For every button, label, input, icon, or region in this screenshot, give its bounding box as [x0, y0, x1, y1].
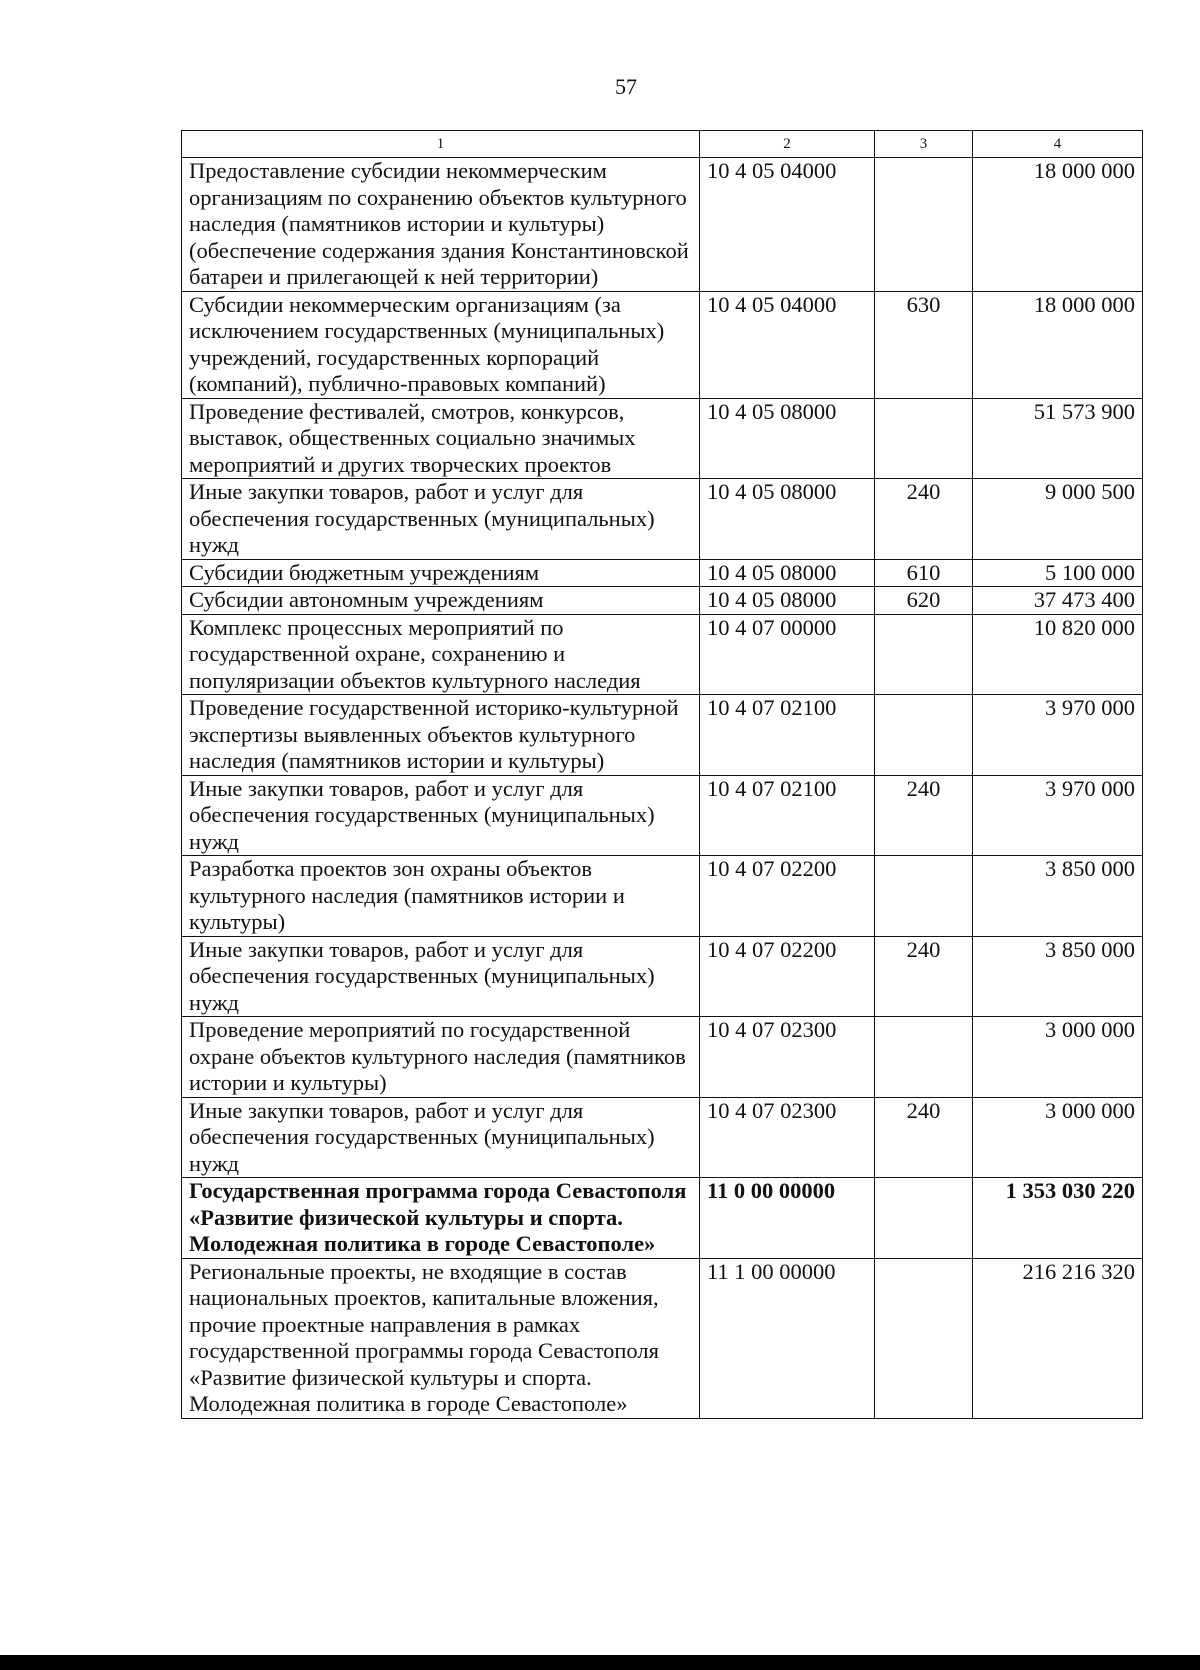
row-sum: 1 353 030 220: [973, 1178, 1143, 1259]
row-sum: 18 000 000: [973, 291, 1143, 398]
row-code: 10 4 05 08000: [700, 479, 875, 560]
row-expense-type: [875, 1017, 973, 1098]
row-name: Комплекс процессных мероприятий по государственной охране, сохранению и популяризации объектов культурного наследия: [182, 614, 700, 695]
table-header-row: [182, 131, 1143, 158]
column-header-name: 1: [182, 131, 700, 158]
row-name: Иные закупки товаров, работ и услуг для обеспечения государственных (муниципальных) нужд: [182, 936, 700, 1017]
row-expense-type: [875, 1258, 973, 1418]
row-sum: 51 573 900: [973, 398, 1143, 479]
row-name: Предоставление субсидии некоммерческим организациям по сохранению объектов культурного наследия (памятников истории и культуры) (обеспечение содержания здания Константиновской батареи и прилегающей к ней территории): [182, 158, 700, 292]
row-sum: 216 216 320: [973, 1258, 1143, 1418]
row-sum: 18 000 000: [973, 158, 1143, 292]
row-sum: 3 970 000: [973, 695, 1143, 776]
column-header-expense-type: 3: [875, 131, 973, 158]
row-name: Субсидии бюджетным учреждениям: [182, 559, 700, 587]
row-sum: 3 850 000: [973, 856, 1143, 937]
row-expense-type: 240: [875, 479, 973, 560]
budget-table: [181, 130, 1143, 1419]
table-row: [182, 479, 1143, 560]
row-sum: 3 970 000: [973, 775, 1143, 856]
table-row: [182, 587, 1143, 615]
row-code: 10 4 07 00000: [700, 614, 875, 695]
row-expense-type: [875, 695, 973, 776]
row-expense-type: 240: [875, 936, 973, 1017]
scan-bottom-edge: [0, 1655, 1200, 1670]
row-expense-type: 240: [875, 1097, 973, 1178]
row-sum: 3 850 000: [973, 936, 1143, 1017]
row-code: 11 1 00 00000: [700, 1258, 875, 1418]
table-row: [182, 291, 1143, 398]
row-code: 10 4 05 04000: [700, 158, 875, 292]
table-row: [182, 775, 1143, 856]
row-code: 10 4 05 04000: [700, 291, 875, 398]
row-expense-type: [875, 1178, 973, 1259]
row-expense-type: 620: [875, 587, 973, 615]
table-row: [182, 398, 1143, 479]
row-name: Субсидии некоммерческим организациям (за исключением государственных (муниципальных) учреждений, государственных корпораций (компаний), публично-правовых компаний): [182, 291, 700, 398]
row-sum: 10 820 000: [973, 614, 1143, 695]
row-name: Иные закупки товаров, работ и услуг для обеспечения государственных (муниципальных) нужд: [182, 775, 700, 856]
row-sum: 5 100 000: [973, 559, 1143, 587]
row-expense-type: [875, 856, 973, 937]
row-code: 10 4 05 08000: [700, 587, 875, 615]
row-code: 10 4 07 02300: [700, 1097, 875, 1178]
row-expense-type: [875, 398, 973, 479]
row-expense-type: [875, 614, 973, 695]
row-code: 11 0 00 00000: [700, 1178, 875, 1259]
row-code: 10 4 07 02100: [700, 695, 875, 776]
table-row-program: [182, 1178, 1143, 1259]
row-code: 10 4 05 08000: [700, 398, 875, 479]
row-name: Государственная программа города Севастополя «Развитие физической культуры и спорта. Молодежная политика в городе Севастополе»: [182, 1178, 700, 1259]
row-expense-type: [875, 158, 973, 292]
row-code: 10 4 07 02300: [700, 1017, 875, 1098]
table-row: [182, 1097, 1143, 1178]
row-name: Иные закупки товаров, работ и услуг для обеспечения государственных (муниципальных) нужд: [182, 1097, 700, 1178]
column-header-sum: 4: [973, 131, 1143, 158]
row-name: Иные закупки товаров, работ и услуг для обеспечения государственных (муниципальных) нужд: [182, 479, 700, 560]
row-name: Проведение фестивалей, смотров, конкурсов, выставок, общественных социально значимых мероприятий и других творческих проектов: [182, 398, 700, 479]
row-sum: 9 000 500: [973, 479, 1143, 560]
table-row: [182, 158, 1143, 292]
table-row: [182, 856, 1143, 937]
row-name: Проведение мероприятий по государственной охране объектов культурного наследия (памятников истории и культуры): [182, 1017, 700, 1098]
row-sum: 3 000 000: [973, 1017, 1143, 1098]
page-number: 57: [615, 74, 637, 99]
row-name: Региональные проекты, не входящие в состав национальных проектов, капитальные вложения, прочие проектные направления в рамках государственной программы города Севастополя «Развитие физической культуры и спорта. Молодежная политика в городе Севастополе»: [182, 1258, 700, 1418]
table-row: [182, 614, 1143, 695]
table-row: [182, 1017, 1143, 1098]
row-sum: 3 000 000: [973, 1097, 1143, 1178]
table-row: [182, 559, 1143, 587]
row-code: 10 4 05 08000: [700, 559, 875, 587]
row-code: 10 4 07 02200: [700, 936, 875, 1017]
row-expense-type: 610: [875, 559, 973, 587]
row-name: Разработка проектов зон охраны объектов культурного наследия (памятников истории и культуры): [182, 856, 700, 937]
table-row: [182, 695, 1143, 776]
table-row: [182, 936, 1143, 1017]
row-code: 10 4 07 02100: [700, 775, 875, 856]
row-name: Проведение государственной историко-культурной экспертизы выявленных объектов культурного наследия (памятников истории и культуры): [182, 695, 700, 776]
row-code: 10 4 07 02200: [700, 856, 875, 937]
row-sum: 37 473 400: [973, 587, 1143, 615]
row-name: Субсидии автономным учреждениям: [182, 587, 700, 615]
column-header-code: 2: [700, 131, 875, 158]
row-expense-type: 630: [875, 291, 973, 398]
table-row: [182, 1258, 1143, 1418]
row-expense-type: 240: [875, 775, 973, 856]
